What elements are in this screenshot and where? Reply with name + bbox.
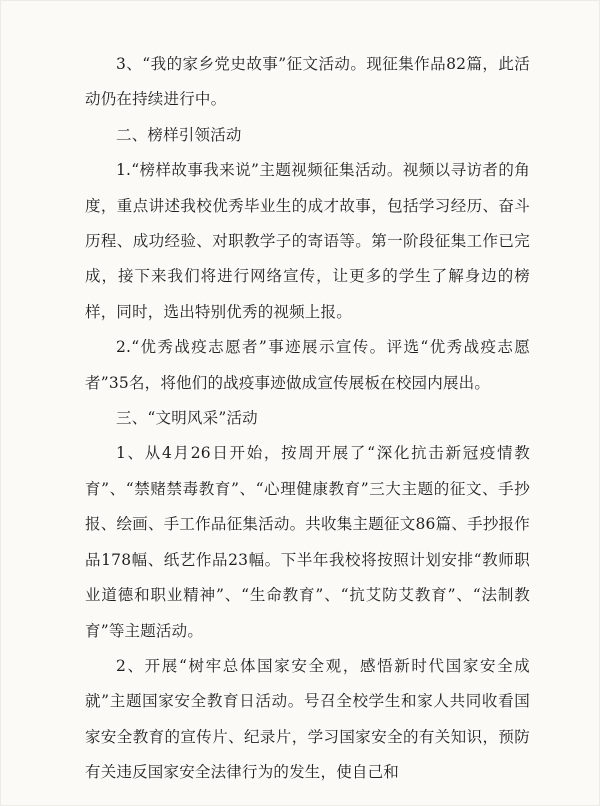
paragraph-national-security: 2、开展“树牢总体国家安全观，感悟新时代国家安全成就”主题国家安全教育日活动。号召全校学生和家人共同收看国家安全教育的宣传片、纪录片，学习国家安全的有关知识，预防有关违反国家安全法律行为的发生，使自己和 — [85, 656, 530, 782]
section-heading-role-models: 二、榜样引领活动 — [116, 125, 242, 144]
paragraph-role-model-video: 1.“榜样故事我来说”主题视频征集活动。视频以寻访者的角度，重点讲述我校优秀毕业生的成才故事，包括学习经历、奋斗历程、成功经验、对职教学子的寄语等。第一阶段征集工作已完成，接下来我们将进行网络宣传，让更多的学生了解身边的榜样，同时，选出特别优秀的视频上报。 — [85, 161, 530, 321]
paragraph-essay-activity: 3、“我的家乡党史故事”征文活动。现征集作品82篇，此活动仍在持续进行中。 — [85, 55, 530, 109]
section-heading-civilization: 三、“文明风采”活动 — [116, 409, 258, 428]
paragraph-volunteer-display: 2.“优秀战疫志愿者”事迹展示宣传。评选“优秀战疫志愿者”35名，将他们的战疫事迹做成宣传展板在校园内展出。 — [85, 338, 530, 392]
paragraph-themed-works: 1、从4月26日开始，按周开展了“深化抗击新冠疫情教育”、“禁赌禁毒教育”、“心理健康教育”三大主题的征文、手抄报、绘画、手工作品征集活动。共收集主题征文86篇、手抄报作品178幅、纸艺作品23幅。下半年我校将按照计划安排“教师职业道德和职业精神”、“生命教育”、“抗艾防艾教育”、“法制教育”等主题活动。 — [85, 444, 530, 640]
document-body — [85, 47, 530, 791]
